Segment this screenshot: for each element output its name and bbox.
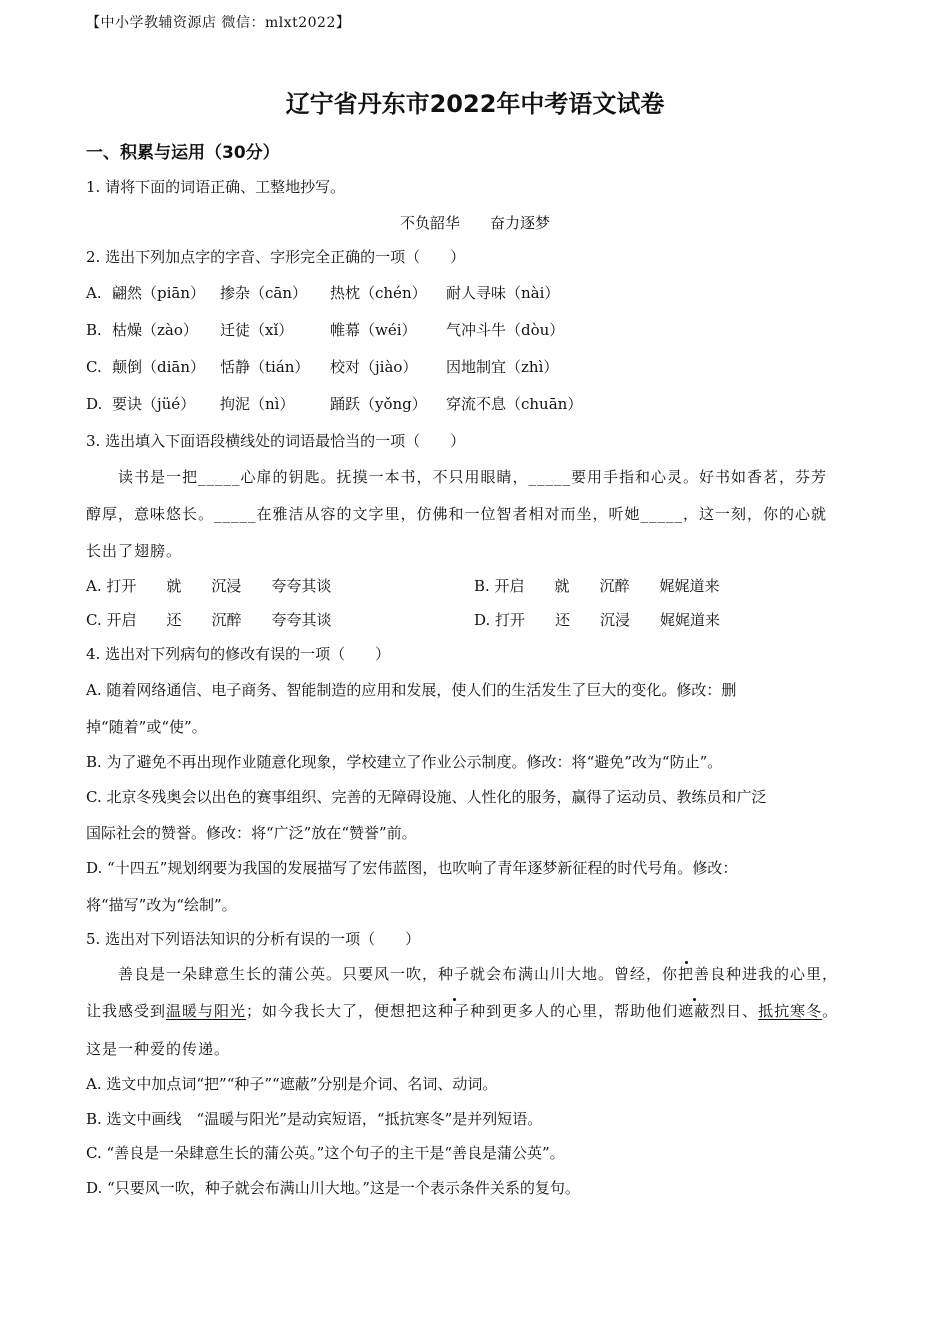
question-3-option-c: C. 开启 还 沉醉 夸夸其谈 [86,611,332,629]
option-item: 踊跃（yǒng） [330,395,427,413]
question-2-option-b [86,319,564,340]
question-2-option-d [86,393,582,414]
option-letter: D. [86,395,103,413]
option-item: 校对（jiào） [330,358,418,376]
option-item: 热枕（chén） [330,284,427,302]
question-3-option-d: D. 打开 还 沉浸 娓娓道来 [474,611,721,629]
option-letter: A. [86,284,102,302]
passage-text: 。 [822,1002,839,1020]
question-4-option-d-line-2: 将“描写”改为“绘制”。 [86,896,237,914]
question-3-passage-line-2: 醇厚，意味悠长。_____在雅洁从容的文字里，仿佛和一位智者相对而坐，听她_____，这一刻，你的心就 [86,505,828,523]
question-3-passage-line-3: 长出了翅膀。 [86,542,183,560]
dotted-word: 把 [678,965,695,983]
question-4-option-b: B. 为了避免不再出现作业随意化现象，学校建立了作业公示制度。修改：将“避免”改为“防止”。 [86,753,723,771]
question-5-stem: 5. 选出对下列语法知识的分析有误的一项（ ） [86,930,421,948]
underlined-phrase: 温暖与阳光 [166,1002,247,1020]
passage-text: 让我感受到 [86,1002,167,1020]
question-1-stem: 1. 请将下面的词语正确、工整地抄写。 [86,178,346,196]
question-5-passage-line-1 [86,963,868,984]
option-item: 穿流不息（chuān） [446,395,583,413]
question-3-stem: 3. 选出填入下面语段横线处的词语最恰当的一项（ ） [86,432,466,450]
option-item: 颠倒（diān） [112,358,206,376]
passage-text: 烈日、 [710,1002,759,1020]
option-item: 耐人寻味（nài） [446,284,560,302]
section-heading: 一、积累与运用（30分） [86,143,280,163]
option-item: 要诀（jüé） [112,395,196,413]
passage-text: 种到更多人的心里，帮助他们 [470,1002,679,1020]
question-5-option-b: B. 选文中画线 “温暖与阳光”是动宾短语，“抵抗寒冬”是并列短语。 [86,1110,543,1128]
passage-text: 善良是一朵肆意生长的蒲公英。只要风一吹，种子就会布满山川大地。曾经，你 [118,965,679,983]
question-4-option-a-line-1: A. 随着网络通信、电子商务、智能制造的应用和发展，使人们的生活发生了巨大的变化。修改：删 [86,681,737,699]
question-5-option-a: A. 选文中加点词“把”“种子”“遮蔽”分别是介词、名词、动词。 [86,1075,498,1093]
question-3-passage-line-1: 读书是一把_____心扉的钥匙。抚摸一本书，不只用眼睛，_____要用手指和心灵。好书如香茗，芬芳 [118,468,828,486]
dotted-word: 种子 [438,1002,471,1020]
page-title: 辽宁省丹东市2022年中考语文试卷 [285,90,665,118]
underlined-phrase: 抵抗寒冬 [758,1002,823,1020]
question-4-stem: 4. 选出对下列病句的修改有误的一项（ ） [86,645,391,663]
question-4-option-d-line-1: D. “十四五”规划纲要为我国的发展描写了宏伟蓝图，也吹响了青年逐梦新征程的时代号角。修改： [86,859,738,877]
dotted-word: 遮蔽 [678,1002,711,1020]
option-item: 恬静（tián） [220,358,310,376]
question-5-passage-line-2 [86,1000,866,1021]
option-item: 翩然（piān） [112,284,206,302]
passage-text: 善良种进我的心里， [694,965,839,983]
question-5-option-d: D. “只要风一吹，种子就会布满山川大地。”这是一个表示条件关系的复句。 [86,1179,580,1197]
question-2-option-a [86,282,559,303]
question-4-option-c-line-2: 国际社会的赞誉。修改：将“广泛”放在“赞誉”前。 [86,824,417,842]
option-letter: B. [86,321,102,339]
option-item: 帷幕（wéi） [330,321,417,339]
question-5-option-c: C. “善良是一朵肆意生长的蒲公英。”这个句子的主干是“善良是蒲公英”。 [86,1144,565,1162]
option-item: 因地制宜（zhì） [446,358,559,376]
question-4-option-c-line-1: C. 北京冬残奥会以出色的赛事组织、完善的无障碍设施、人性化的服务，赢得了运动员、教练员和广泛 [86,788,767,806]
question-3-option-a: A. 打开 就 沉浸 夸夸其谈 [86,577,332,595]
question-2-option-c [86,356,558,377]
option-item: 拘泥（nì） [220,395,295,413]
question-4-option-a-line-2: 掉“随着”或“使”。 [86,718,207,736]
header-note: 【中小学教辅资源店 微信：mlxt2022】 [86,15,351,31]
option-item: 枯燥（zào） [112,321,198,339]
question-3-option-b: B. 开启 就 沉醉 娓娓道来 [474,577,720,595]
question-1-words: 不负韶华 奋力逐梦 [399,214,550,232]
question-5-passage-line-3: 这是一种爱的传递。 [86,1040,231,1058]
option-item: 迁徒（xǐ） [220,321,294,339]
option-item: 掺杂（cān） [220,284,308,302]
passage-text: ；如今我长大了，便想把这 [246,1002,439,1020]
option-letter: C. [86,358,102,376]
question-2-stem: 2. 选出下列加点字的字音、字形完全正确的一项（ ） [86,248,466,266]
option-item: 气冲斗牛（dòu） [446,321,565,339]
